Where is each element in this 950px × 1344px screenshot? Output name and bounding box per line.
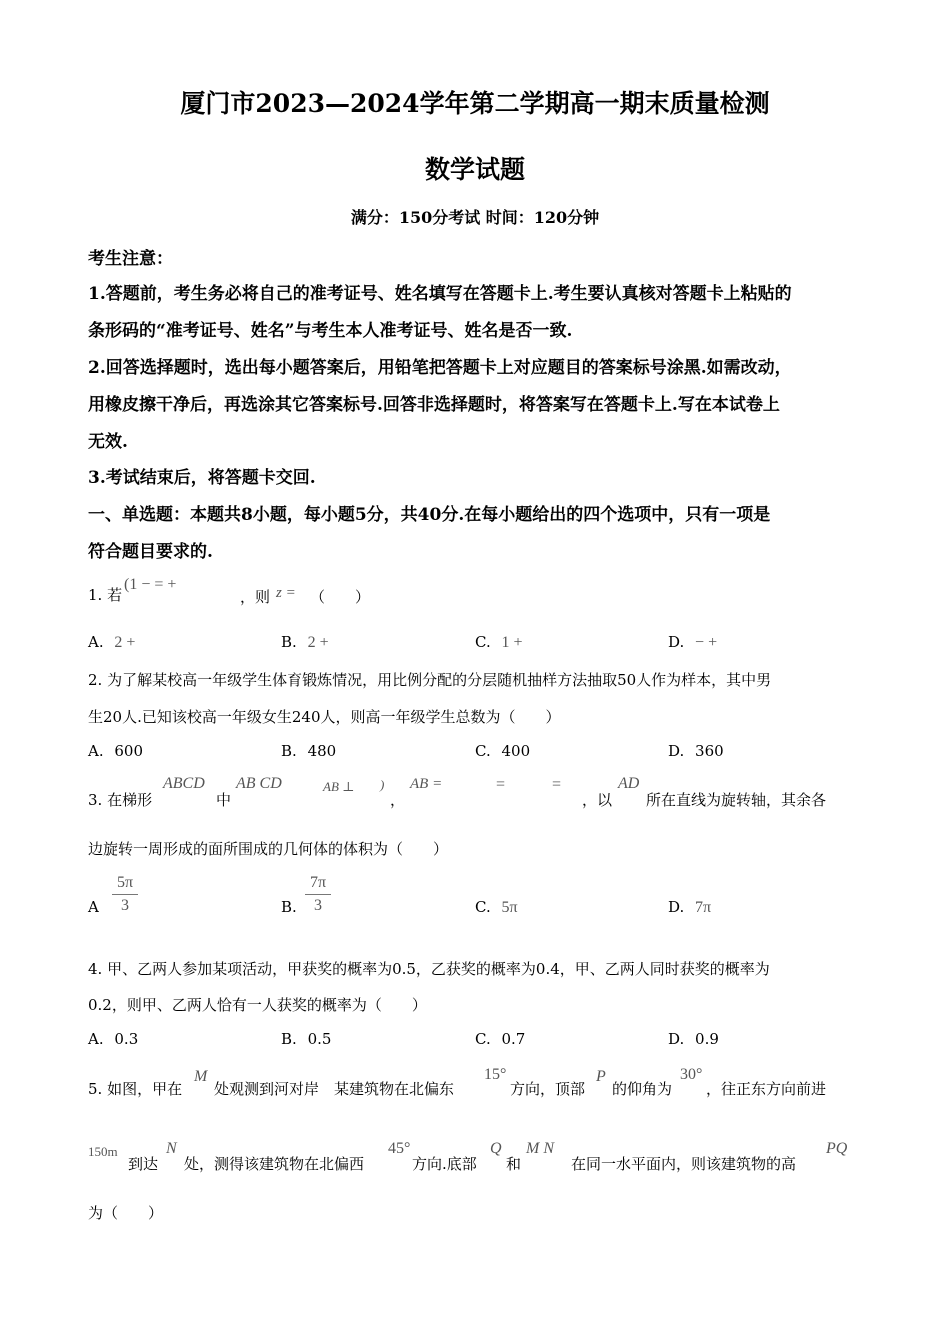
q5-distance: 150m [88,1144,118,1159]
question-5: 5. 如图，甲在 [88,1080,183,1098]
option-value: 0.3 [114,1030,139,1048]
option-label: A [88,898,99,916]
q5-text: 和 [506,1155,522,1173]
option-value: 0.7 [501,1030,526,1048]
q3-abcd: ABCD [163,775,205,792]
q1-option-c[interactable] [475,633,523,652]
option-label: C. [475,633,491,651]
q5-q: Q [490,1140,502,1157]
option-label: C. [475,898,491,916]
question-2: 2. 为了解某校高一年级学生体育锻炼情况，用比例分配的分层随机抽样方法抽取50人作为样本，其中男 [88,671,772,689]
q4-option-b[interactable] [281,1030,331,1048]
q5-deg45: 45° [388,1140,411,1157]
q3-text: 中 [216,791,232,809]
section-heading: 一、单选题：本题共8小题，每小题5分，共40分.在每小题给出的四个选项中，只有一项是 [88,505,771,525]
q5-text: ，往正东方向前进 [706,1080,827,1098]
q1-paren: （ ） [310,588,371,606]
option-label: D. [668,742,685,760]
q5-p: P [596,1068,606,1085]
q5-text: 处观测到河对岸 某建筑物在北偏东 [214,1080,455,1098]
q2-option-d[interactable] [668,742,724,760]
option-value: 2 + [307,634,329,651]
option-value: 480 [307,742,337,760]
option-value: 0.9 [695,1030,719,1048]
option-label: C. [475,742,491,760]
option-value: − + [695,634,718,651]
q2-option-b[interactable] [281,742,336,760]
option-label: A. [88,742,104,760]
question-3: 3. 在梯形 [88,791,153,809]
q3-close: ) [380,777,385,792]
q1-option-a[interactable] [88,633,135,652]
q5-text: 处，测得该建筑物在北偏西 [184,1155,365,1173]
q1-expression: (1 − = + [124,576,177,593]
q3-text: ，以 [582,791,613,809]
q5-deg30: 30° [680,1066,703,1083]
fraction-denominator: 3 [112,894,138,917]
question-4-cont: 0.2，则甲、乙两人恰有一人获奖的概率为（ ） [88,996,427,1014]
fraction-denominator: 3 [305,894,331,917]
q5-mn: M N [526,1140,554,1157]
question-3-cont: 边旋转一周形成的面所围成的几何体的体积为（ ） [88,840,449,858]
option-label: B. [281,1030,297,1048]
q5-text: 到达 [128,1155,159,1173]
q3-eq2: = [552,776,562,793]
q4-option-c[interactable] [475,1030,525,1048]
q2-option-a[interactable] [88,742,143,760]
option-value: 360 [695,742,724,760]
q4-option-d[interactable] [668,1030,719,1048]
exam-info: 满分：150分考试 时间：120分钟 [350,208,600,227]
q3-ab-cd: AB CD [236,775,282,792]
notice-line: 2.回答选择题时，选出每小题答案后，用铅笔把答题卡上对应题目的答案标号涂黑.如需改动， [88,358,792,378]
option-value: 2 + [114,634,136,651]
q2-option-c[interactable] [475,742,530,760]
option-label: D. [668,1030,685,1048]
q3-eq1: = [496,776,506,793]
option-value: 0.5 [307,1030,332,1048]
question-1 [88,584,122,605]
q3-ab-perp: AB ⊥ [323,779,355,794]
question-2-cont: 生20人.已知该校高一年级女生240人，则高一年级学生总数为（ ） [88,708,561,726]
q3-option-c[interactable] [475,898,518,917]
option-label: D. [668,633,685,651]
q3-ab-eq: AB = [410,776,443,792]
option-value: 400 [501,742,531,760]
q5-m: M [194,1068,208,1085]
fraction-numerator: 5π [116,874,134,891]
q1-z: z = [276,585,296,601]
subject-title: 数学试题 [424,155,525,184]
section-heading: 符合题目要求的. [88,542,213,562]
q3-ad: AD [618,775,640,792]
q5-text: 方向.底部 [412,1155,477,1173]
option-label: A. [88,1030,104,1048]
option-label: A. [88,633,104,651]
option-label: C. [475,1030,491,1048]
question-5-cont: 为（ ） [88,1204,164,1222]
q5-text: 的仰角为 [612,1080,673,1098]
q3-comma: ， [390,791,406,809]
q4-option-a[interactable] [88,1030,138,1048]
option-label: D. [668,898,685,916]
question-4: 4. 甲、乙两人参加某项活动，甲获奖的概率为0.5，乙获奖的概率为0.4，甲、乙两人同时获奖的概率为 [88,960,770,978]
option-fraction [112,872,138,917]
q5-pq: PQ [826,1140,848,1157]
notice-line: 3.考试结束后，将答题卡交回. [88,468,316,488]
exam-title: 厦门市2023—2024学年第二学期高一期末质量检测 [180,89,770,118]
notice-line: 无效. [88,432,128,452]
q5-deg15: 15° [484,1066,507,1083]
q1-text: ，则 [240,588,271,606]
option-label: B. [281,742,297,760]
notice-line: 用橡皮擦干净后，再选涂其它答案标号.回答非选择题时，将答案写在答题卡上.写在本试卷上 [88,395,780,415]
notice-line: 1.答题前，考生务必将自己的准考证号、姓名填写在答题卡上.考生要认真核对答题卡上粘贴的 [88,284,792,304]
notice-line: 条形码的“准考证号、姓名”与考生本人准考证号、姓名是否一致. [88,321,573,341]
q5-n: N [166,1140,177,1157]
q1-option-b[interactable] [281,633,329,652]
option-label: B. [281,633,297,651]
q3-text: 所在直线为旋转轴，其余各 [646,791,827,809]
fraction-numerator: 7π [309,874,327,891]
q3-option-d[interactable] [668,898,711,917]
option-fraction [305,872,331,917]
option-value: 7π [695,899,712,916]
option-value: 600 [114,742,144,760]
q1-option-d[interactable] [668,633,717,652]
option-label: B. [281,898,297,916]
option-value: 1 + [501,634,523,651]
q1-number: 1. 若 [88,586,123,604]
notice-heading: 考生注意： [88,249,173,269]
q5-text: 方向，顶部 [510,1080,586,1098]
option-value: 5π [501,899,518,916]
q5-text: 在同一水平面内，则该建筑物的高 [571,1155,797,1173]
